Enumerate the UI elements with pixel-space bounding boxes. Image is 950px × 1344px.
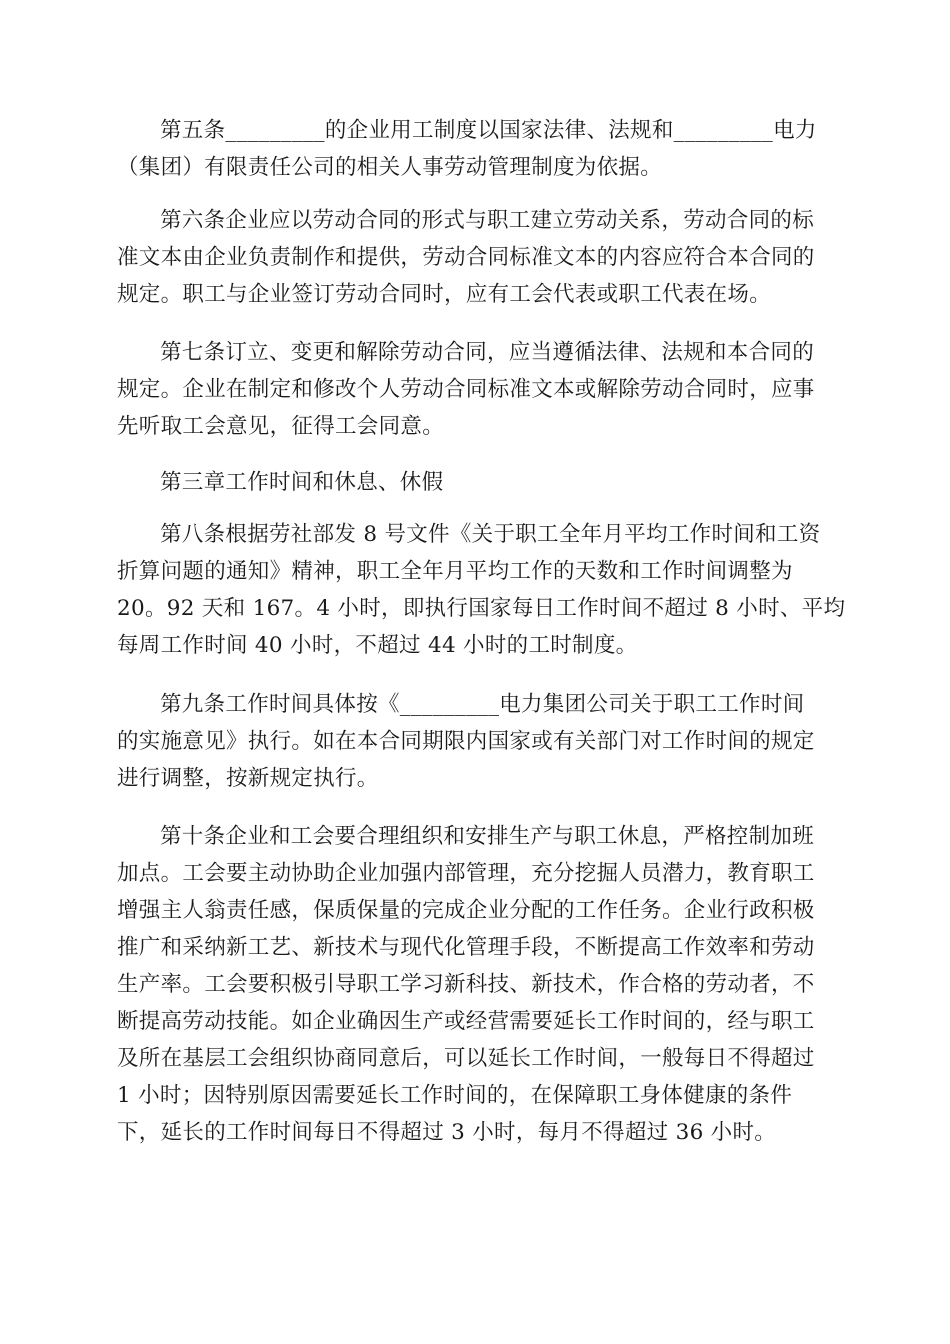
article-7-paragraph (117, 334, 837, 445)
article-10-paragraph (117, 818, 837, 1151)
text-line: 准文本由企业负责制作和提供，劳动合同标准文本的内容应符合本合同的 (117, 245, 815, 270)
text-line: 下，延长的工作时间每日不得超过 3 小时，每月不得超过 36 小时。 (117, 1120, 777, 1145)
text-line: 第五条_________的企业用工制度以国家法律、法规和_________电力 (160, 118, 817, 143)
text-line: 的实施意见》执行。如在本合同期限内国家或有关部门对工作时间的规定 (117, 729, 815, 754)
text-line: 生产率。工会要积极引导职工学习新科技、新技术，作合格的劳动者，不 (117, 972, 815, 997)
text-line: 第九条工作时间具体按《_________电力集团公司关于职工工作时间 (160, 692, 805, 717)
text-line: 第七条订立、变更和解除劳动合同，应当遵循法律、法规和本合同的 (160, 340, 815, 365)
text-line: 进行调整，按新规定执行。 (117, 766, 379, 791)
text-line: 20。92 天和 167。4 小时，即执行国家每日工作时间不超过 8 小时、平均 (117, 596, 846, 621)
text-line: 断提高劳动技能。如企业确因生产或经营需要延长工作时间的，经与职工 (117, 1009, 815, 1034)
article-9-paragraph (117, 686, 837, 797)
text-line: 每周工作时间 40 小时，不超过 44 小时的工时制度。 (117, 633, 638, 658)
text-line: 及所在基层工会组织协商同意后，可以延长工作时间，一般每日不得超过 (117, 1046, 815, 1071)
text-line: 第十条企业和工会要合理组织和安排生产与职工休息，严格控制加班 (160, 824, 815, 849)
text-line: 第三章工作时间和休息、休假 (160, 470, 444, 495)
chapter-3-heading (117, 464, 837, 501)
text-line: 规定。企业在制定和修改个人劳动合同标准文本或解除劳动合同时，应事 (117, 377, 815, 402)
article-8-paragraph (117, 516, 846, 664)
text-line: 先听取工会意见，征得工会同意。 (117, 414, 445, 439)
text-line: 第六条企业应以劳动合同的形式与职工建立劳动关系，劳动合同的标 (160, 208, 815, 233)
text-line: （集团）有限责任公司的相关人事劳动管理制度为依据。 (117, 155, 663, 180)
text-line: 规定。职工与企业签订劳动合同时，应有工会代表或职工代表在场。 (117, 282, 772, 307)
text-line: 加点。工会要主动协助企业加强内部管理，充分挖掘人员潜力，教育职工 (117, 861, 815, 886)
article-6-paragraph (117, 202, 837, 313)
text-line: 第八条根据劳社部发 8 号文件《关于职工全年月平均工作时间和工资 (160, 522, 821, 547)
text-line: 折算问题的通知》精神，职工全年月平均工作的天数和工作时间调整为 (117, 559, 793, 584)
text-line: 推广和采纳新工艺、新技术与现代化管理手段，不断提高工作效率和劳动 (117, 935, 815, 960)
text-line: 增强主人翁责任感，保质保量的完成企业分配的工作任务。企业行政积极 (117, 898, 815, 923)
text-line: 1 小时；因特别原因需要延长工作时间的，在保障职工身体健康的条件 (117, 1083, 793, 1108)
article-5-paragraph (117, 112, 837, 186)
